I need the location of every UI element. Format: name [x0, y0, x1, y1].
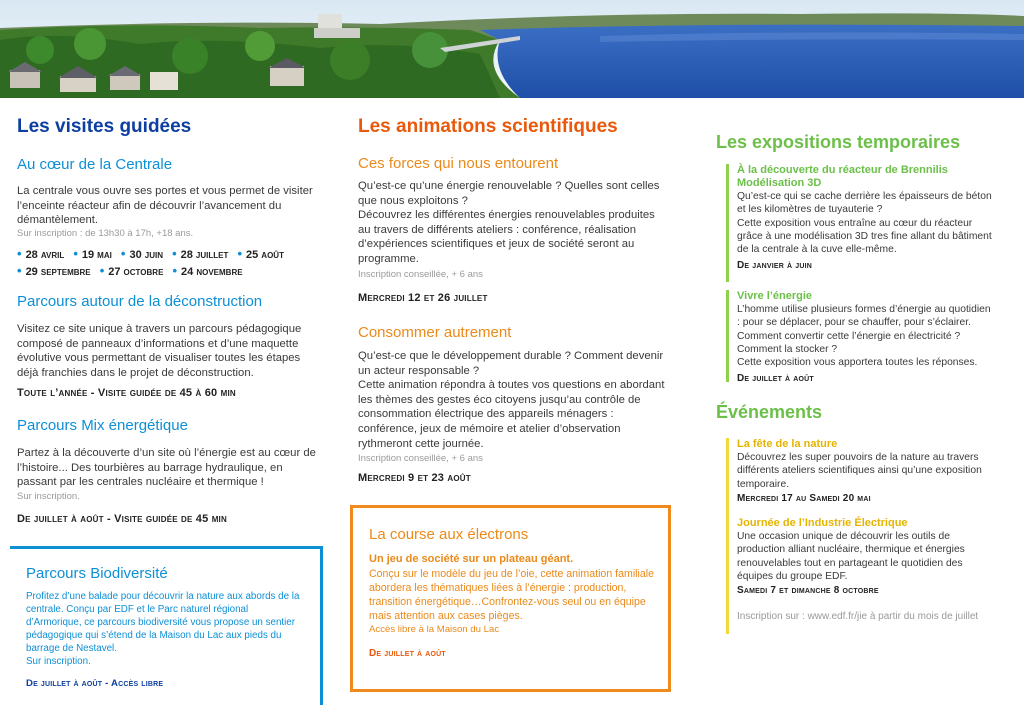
dates-row-1: • 28 avril • 19 mai • 30 juin • 28 juillet • 25 août [17, 246, 284, 261]
electron-race-box [350, 505, 671, 692]
exhibition-1-bar [726, 164, 729, 282]
date-item: 28 avril [25, 249, 65, 261]
electron-race-subtitle: Un jeu de société sur un plateau géant. [369, 553, 574, 565]
centrale-tour-title: Au cœur de la Centrale [17, 156, 173, 173]
date-item: 19 mai [81, 249, 112, 261]
consume-note: Inscription conseillée, + 6 ans [358, 453, 483, 465]
scientific-activities-heading: Les animations scientifiques [358, 116, 618, 137]
exhibition-2-text: L’homme utilise plusieurs formes d’énergie au quotidien : pour se déplacer, pour se chauffer, pour s’éclairer. Comment convertir cette l’énergie en électricité ? Comment la stocker ? [737, 304, 991, 355]
event-2-text: Une occasion unique de découvrir les outils de production alliant nucléaire, thermique et énergies renouvelables tout en partageant le quotidien des équipes du groupe EDF. [737, 531, 965, 582]
exhibition-1-title: À la découverte du réacteur de Brennilis Modélisation 3D [737, 164, 948, 189]
guided-tours-heading: Les visites guidées [17, 116, 192, 137]
events-bar [726, 438, 729, 634]
exhibition-2-title: Vivre l’énergie [737, 290, 813, 302]
energy-mix-tour-title: Parcours Mix énergétique [17, 417, 188, 434]
centrale-tour-dates [17, 246, 319, 280]
forces-title: Ces forces qui nous entourent [358, 155, 559, 172]
event-2-schedule: Samedi 7 et dimanche 8 octobre [737, 585, 879, 597]
exhibitions-heading: Les expositions temporaires [716, 132, 961, 152]
exhibition-1 [737, 164, 995, 271]
header-landscape-photo [0, 0, 1024, 98]
biodiversity-text: Profitez d’une balade pour découvrir la nature aux abords de la centrale. Conçu par EDF et le Parc naturel régional d’Armorique, ce parcours biodiversité vous propose un sentier pédagogique qui s’étend de la Maison du Lac aux pieds du barrage de Nestavel. [26, 591, 300, 654]
date-item: 29 septembre [25, 266, 91, 278]
consume-schedule: Mercredi 9 et 23 août [358, 472, 471, 484]
energy-mix-tour-text: Partez à la découverte d’un site où l’énergie est au cœur de l’histoire... Des tourbières au barrage hydraulique, en passant par les centrales nucléaire et thermique ! [17, 447, 316, 489]
centrale-tour-note: Sur inscription : de 13h30 à 17h, +18 ans. [17, 228, 194, 239]
forces-schedule: Mercredi 12 et 26 juillet [358, 292, 488, 304]
exhibition-1-text-2: Cette exposition vous entraîne au cœur du réacteur grâce à une modélisation 3D tres fine allant du bâtiment de la centrale à la cuve elle-même. [737, 217, 992, 256]
exhibition-2 [737, 290, 995, 384]
exhibition-2-bar [726, 290, 729, 382]
consume-body [358, 349, 668, 465]
electron-race-text: Conçu sur le modèle du jeu de l’oie, cette animation familiale abordera les thématiques liées à l’énergie : production, transition énergétique…Confrontez-vous seul ou en équipe mais attention aux cases pièges. [369, 567, 655, 622]
electron-race-schedule: De juillet à août [369, 647, 446, 659]
exhibition-1-schedule: De janvier à juin [737, 260, 812, 272]
event-2 [737, 517, 995, 596]
electron-race-note: Accès libre à la Maison du Lac [369, 623, 500, 635]
event-1-text: Découvrez les super pouvoirs de la nature au travers différents ateliers scientifiques ainsi qu’une exposition temporaire. [737, 452, 982, 490]
event-2-title: Journée de l’Industrie Électrique [737, 517, 908, 529]
consume-text-2: Cette animation répondra à toutes vos questions en abordant les thèmes des gestes éco citoyens jusqu’au contrôle de consommation électrique des appareils ménagers : conférence, jeux de mémoire et atelier d’observation rythmeront cette journée. [358, 379, 665, 450]
event-1-schedule: Mercredi 17 au Samedi 20 mai [737, 492, 871, 504]
date-item: 25 août [246, 249, 284, 261]
deconstruction-tour-schedule: Toute l’année - Visite guidée de 45 à 60 min [17, 387, 236, 399]
event-1-title: La fête de la nature [737, 438, 838, 450]
event-1 [737, 438, 995, 504]
deconstruction-tour-text: Visitez ce site unique à travers un parcours pédagogique composé de panneaux d’informations et d’une maquette évolutive vous permettant de visualiser toutes les étapes déjà franchies dans le projet de déconstruction. [17, 323, 302, 379]
biodiversity-note: Sur inscription. [26, 656, 91, 667]
forces-note: Inscription conseillée, + 6 ans [358, 268, 483, 280]
forces-text: Qu’est-ce qu’une énergie renouvelable ? Quelles sont celles que nous exploitons ? [358, 180, 660, 207]
biodiversity-title: Parcours Biodiversité [26, 565, 168, 582]
exhibition-1-text: Qu’est-ce qui se cache derrière les épaisseurs de béton et les kilomètres de tuyauterie ? [737, 191, 992, 216]
forces-text-2: Découvrez les différentes énergies renouvelables produites au travers de différents ateliers : conférence, réalisation d’expériences scientifiques et jeux de société seront au programme. [358, 209, 655, 265]
deconstruction-tour-title: Parcours autour de la déconstruction [17, 293, 263, 310]
events-heading: Événements [716, 402, 823, 422]
events-registration-note: Inscription sur : www.edf.fr/jie à partir du mois de juillet [737, 611, 979, 622]
centrale-tour-text: La centrale vous ouvre ses portes et vous permet de visiter l’enceinte réacteur afin de découvrir l’avancement du démantèlement. [17, 185, 313, 227]
date-item: 24 novembre [181, 266, 243, 278]
dates-row-2: • 29 septembre • 27 octobre • 24 novembre [17, 263, 243, 278]
exhibition-2-schedule: De juillet à août [737, 373, 814, 385]
biodiversity-schedule: De juillet à août - Accès libre [26, 678, 164, 689]
energy-mix-tour-note: Sur inscription. [17, 491, 80, 502]
biodiversity-box [10, 546, 323, 705]
electron-race-title: La course aux électrons [369, 526, 529, 543]
date-item: 28 juillet [180, 249, 229, 261]
exhibition-2-text-2: Cette exposition vous apportera toutes les réponses. [737, 357, 978, 369]
consume-text: Qu’est-ce que le développement durable ? Comment devenir un acteur responsable ? [358, 350, 664, 377]
date-item: 30 juin [129, 249, 164, 261]
energy-mix-tour-schedule: De juillet à août - Visite guidée de 45 min [17, 513, 227, 525]
forces-body [358, 179, 668, 281]
date-item: 27 octobre [108, 266, 164, 278]
consume-title: Consommer autrement [358, 324, 512, 341]
